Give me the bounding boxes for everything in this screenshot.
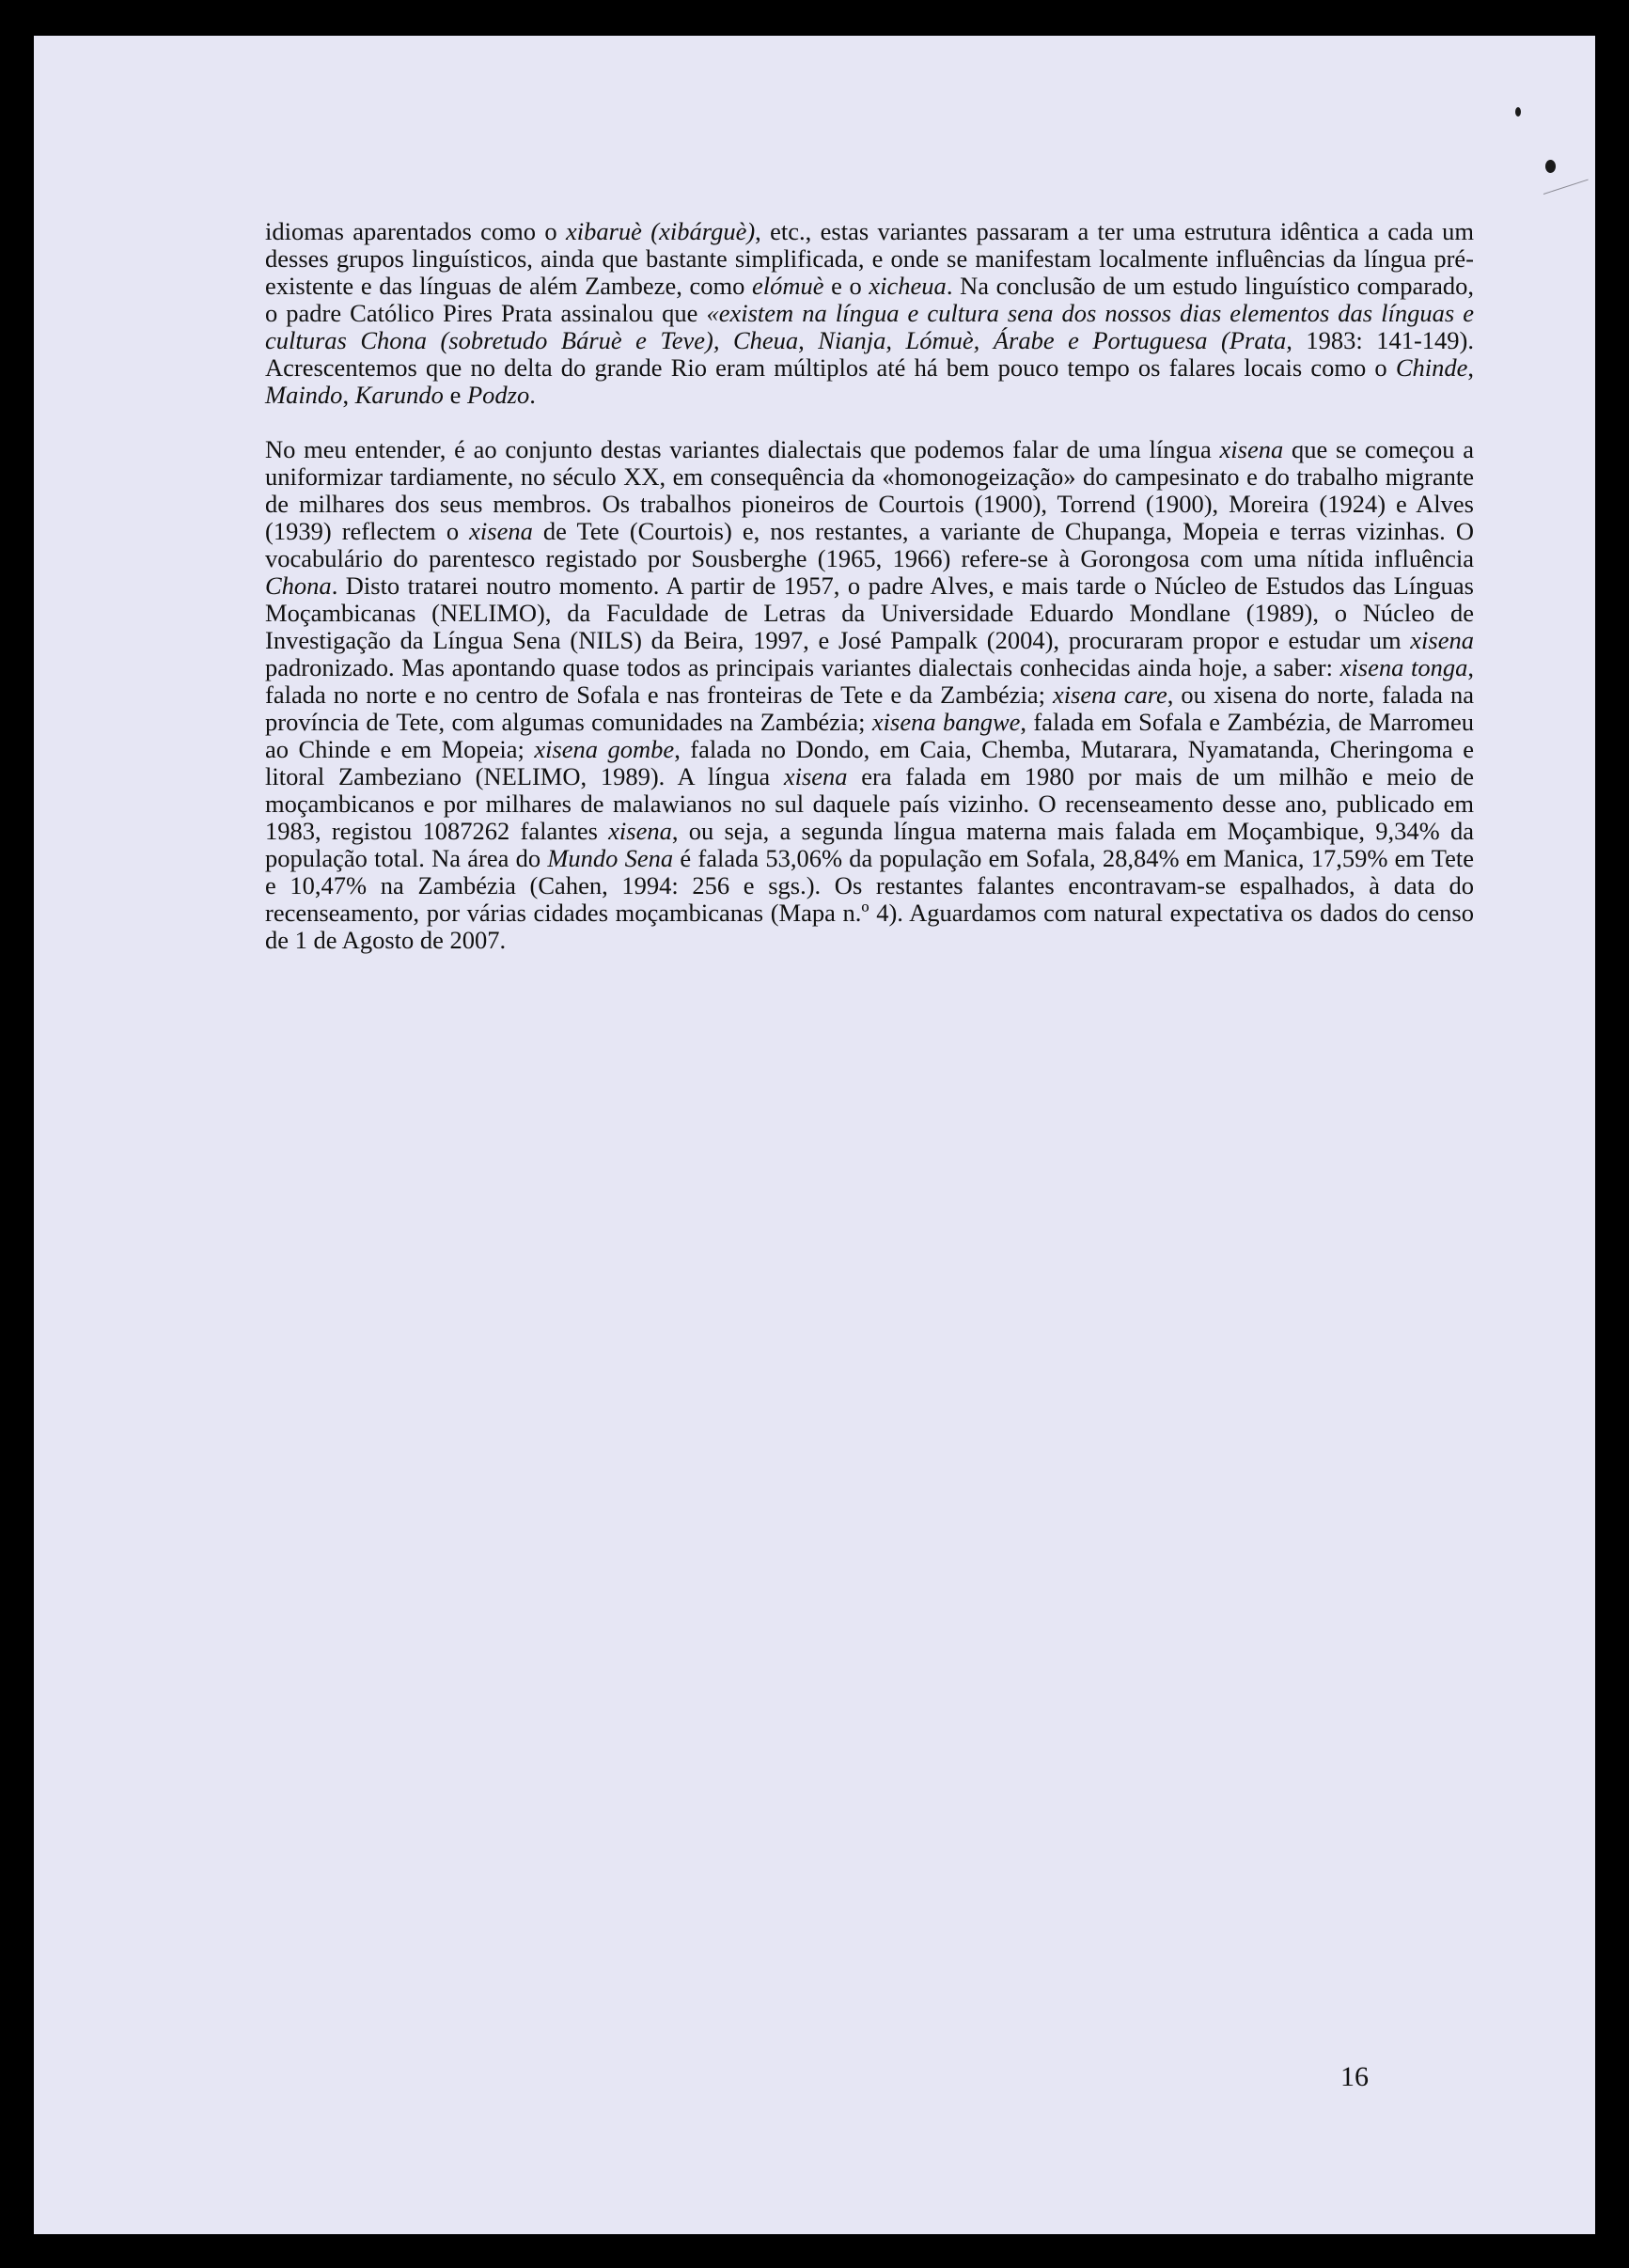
italic-run: xisena tonga: [1339, 653, 1468, 681]
italic-run: xisena bangwe: [871, 708, 1021, 736]
text-run: , falada no norte e no centro de Sofala e nas fronteiras de Tete e da Zambézia;: [265, 653, 1475, 709]
text-run: ,: [1467, 353, 1474, 382]
scan-speck: [1545, 160, 1556, 173]
text-run: , falada em Sofala e Zambézia, de Marromeu ao Chinde e em Mopeia;: [265, 708, 1474, 763]
text-run: , falada no Dondo, em Caia, Chemba, Mutarara, Nyamatanda, Cheringoma e litoral Zambeziano (NELIMO, 1989). A língua: [265, 735, 1475, 790]
italic-run: Podzo: [466, 381, 530, 409]
text-run: ,: [342, 381, 355, 409]
scan-scratch: [1543, 180, 1589, 195]
italic-run: Chinde: [1395, 353, 1468, 382]
text-run: , ou xisena do norte, falada na província de Tete, com algumas comunidades na Zambézia;: [265, 680, 1474, 736]
italic-run: xisena: [1410, 626, 1474, 654]
text-run: e: [443, 381, 467, 409]
italic-run: Maindo: [265, 381, 343, 409]
italic-run: «existem na língua e cultura sena dos nossos dias elementos das línguas e culturas Chona (sobretudo Báruè e Teve), Cheua, Nianja, Lómuè, Árabe e Portuguesa (Prata,: [265, 299, 1474, 354]
text-run: idiomas aparentados como o: [265, 217, 566, 245]
italic-run: xisena: [783, 762, 848, 790]
italic-run: xibaruè (xibárguè): [566, 217, 756, 245]
italic-run: Mundo Sena: [547, 844, 674, 872]
italic-run: xisena gombe: [534, 735, 675, 763]
text-run: de Tete (Courtois) e, nos restantes, a variante de Chupanga, Mopeia e terras vizinhas. O vocabulário do parentesco registado por Sousberghe (1965, 1966) refere-se à Gorongosa com uma nítida influência: [265, 517, 1474, 572]
text-run: era falada em 1980 por mais de um milhão e meio de moçambicanos e por milhares de malawianos no sul daquele país vizinho. O recenseamento desse ano, publicado em 1983, registou 1087262 falantes: [265, 762, 1474, 845]
italic-run: xisena: [1219, 435, 1284, 463]
text-run: . Disto tratarei noutro momento. A partir de 1957, o padre Alves, e mais tarde o Núcleo de Estudos das Línguas Moçambicanas (NELIMO), da Faculdade de Letras da Universidade Eduardo Mondlane (1989), o Núcleo de Investigação da Língua Sena (NILS) da Beira, 1997, e José Pampalk (2004), procuraram propor e estudar um: [265, 571, 1474, 654]
paragraph-1: [265, 218, 1474, 409]
text-run: , ou seja, a segunda língua materna mais falada em Moçambique, 9,34% da população total. Na área do: [265, 817, 1474, 872]
text-run: e o: [823, 272, 869, 300]
text-run: padronizado. Mas apontando quase todos as principais variantes dialectais conhecidas ainda hoje, a saber:: [265, 653, 1340, 681]
italic-run: elómuè: [751, 272, 824, 300]
italic-run: xicheua: [869, 272, 947, 300]
paragraph-2: [265, 436, 1474, 954]
italic-run: xisena: [469, 517, 533, 545]
body-text: [265, 218, 1474, 981]
text-run: No meu entender, é ao conjunto destas variantes dialectais que podemos falar de uma língua: [265, 435, 1220, 463]
document-page: [34, 36, 1595, 2234]
italic-run: xisena care: [1052, 680, 1167, 709]
text-run: . Na conclusão de um estudo linguístico comparado, o padre Católico Pires Prata assinalou que: [265, 272, 1474, 327]
text-run: é falada 53,06% da população em Sofala, 28,84% em Manica, 17,59% em Tete e 10,47% na Zambézia (Cahen, 1994: 256 e sgs.). Os restantes falantes encontravam-se espalhados, à data do recenseamento, por várias cidades moçambicanas (Mapa n.º 4). Aguardamos com natural expectativa os dados do censo de 1 de Agosto de 2007.: [265, 844, 1474, 954]
text-run: .: [529, 381, 536, 409]
italic-run: Karundo: [354, 381, 444, 409]
page-number: 16: [1340, 2061, 1369, 2092]
scan-speck: [1515, 107, 1521, 117]
text-run: que se começou a uniformizar tardiamente, no século XX, em consequência da «homonogeização» do campesinato e do trabalho migrante de milhares dos seus membros. Os trabalhos pioneiros de Courtois (1900), Torrend (1900), Moreira (1924) e Alves (1939) reflectem o: [265, 435, 1474, 545]
italic-run: Chona: [265, 571, 332, 600]
italic-run: xisena: [608, 817, 672, 845]
text-run: , etc., estas variantes passaram a ter uma estrutura idêntica a cada um desses grupos linguísticos, ainda que bastante simplificada, e onde se manifestam localmente influências da língua pré-existente e das línguas de além Zambeze, como: [265, 217, 1474, 300]
text-run: 1983: 141-149). Acrescentemos que no delta do grande Rio eram múltiplos até há bem pouco tempo os falares locais como o: [265, 326, 1475, 382]
